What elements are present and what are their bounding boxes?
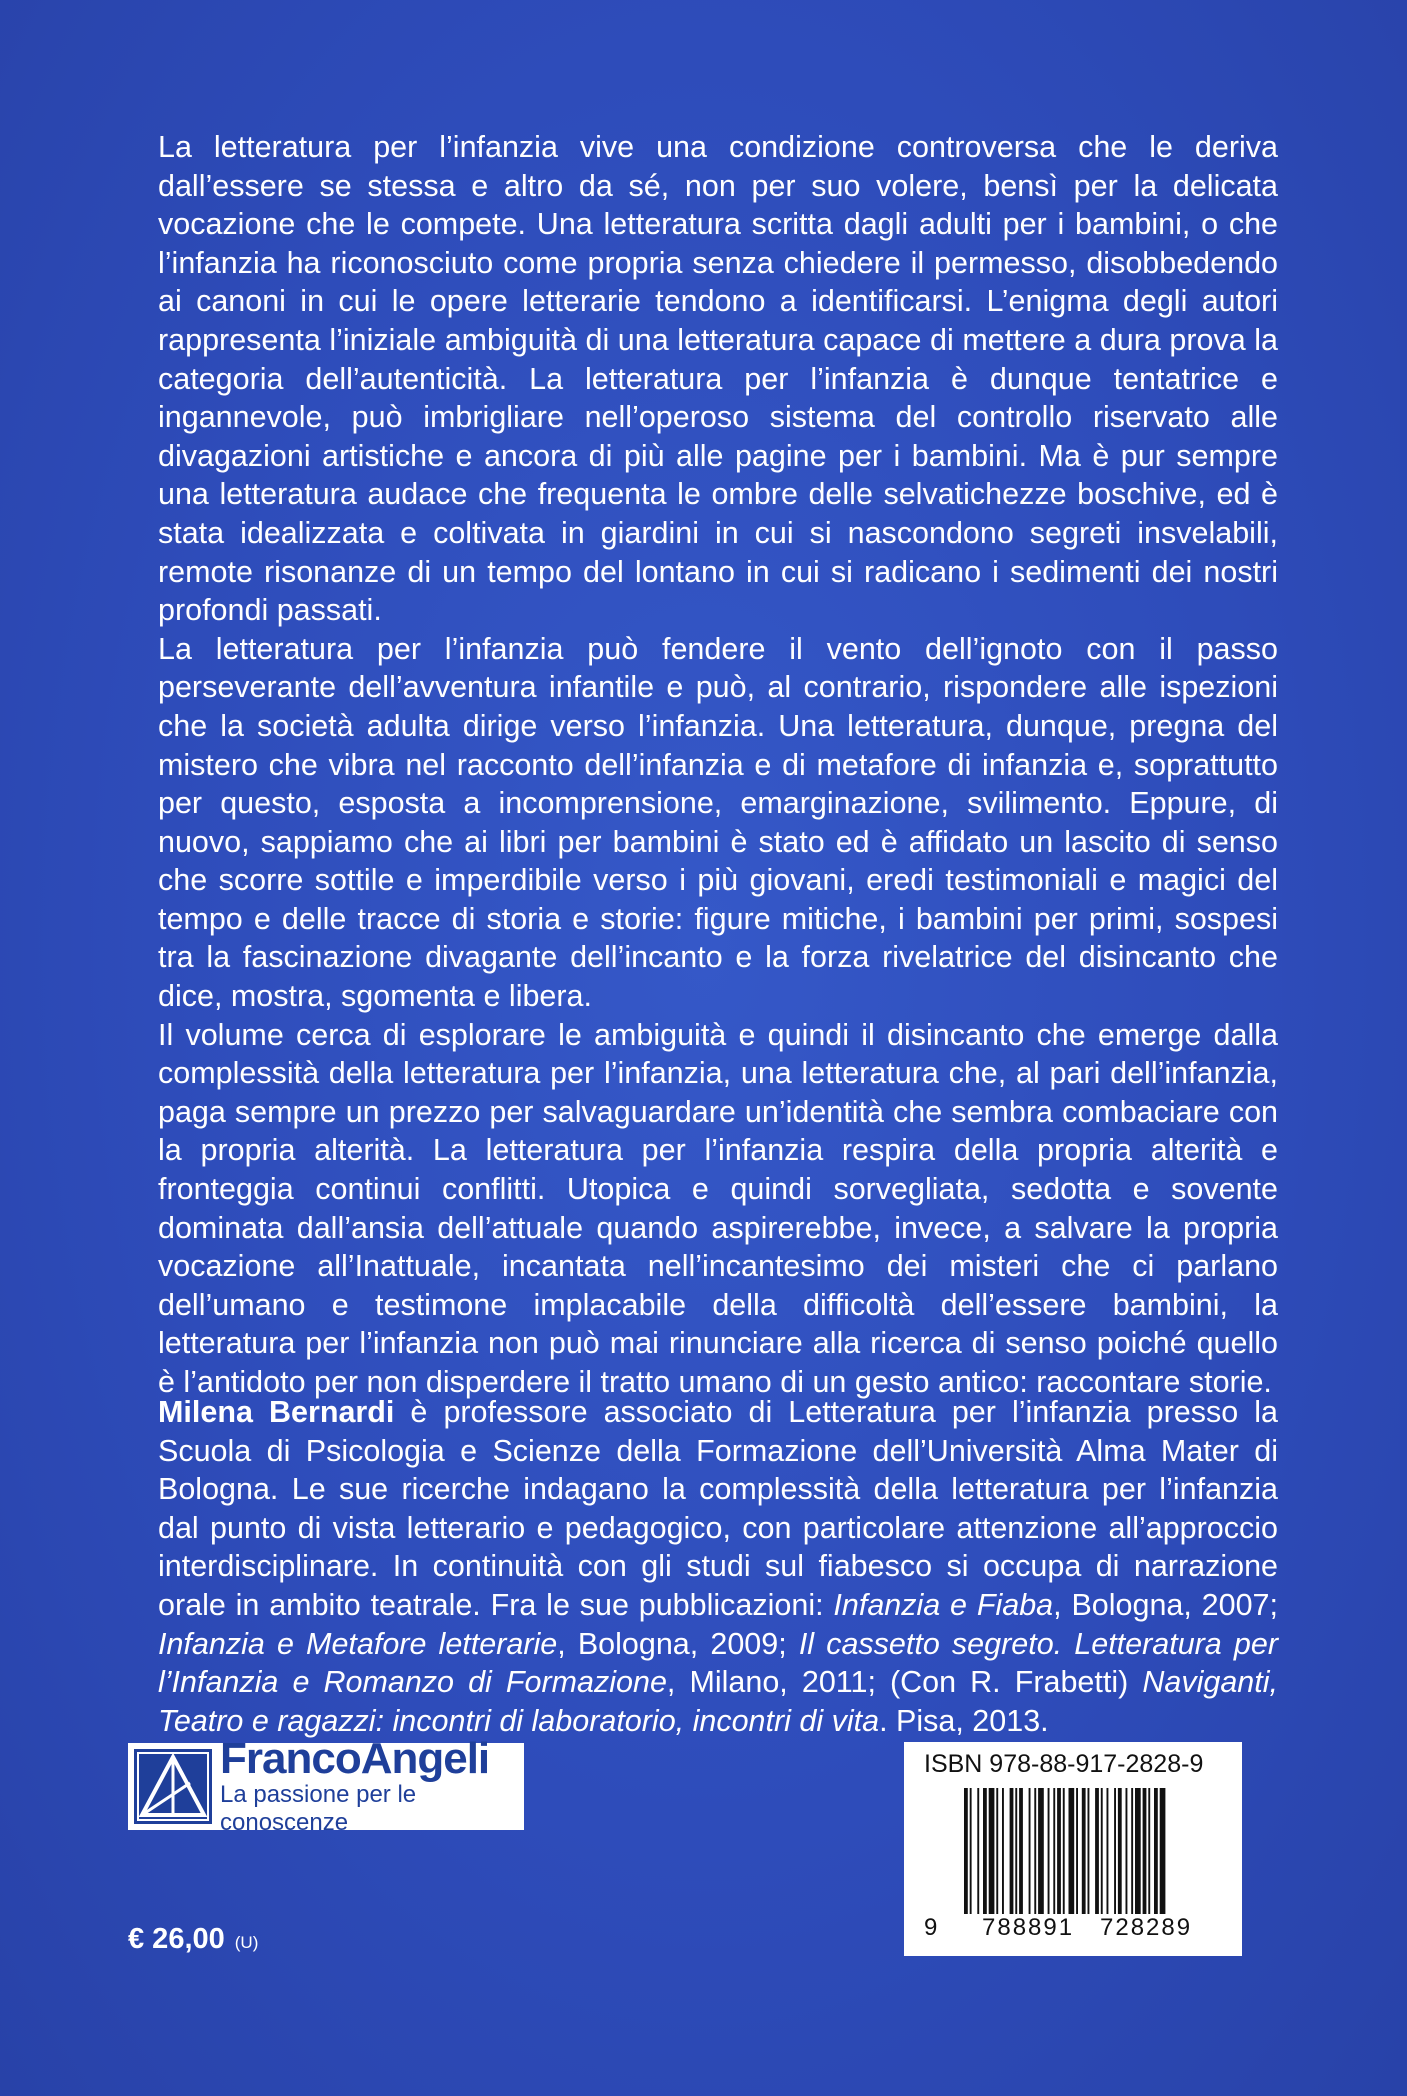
barcode-bar [970,1788,972,1914]
barcode-bar [1160,1788,1166,1914]
barcode-bar [996,1788,998,1914]
barcode-bar [1107,1788,1109,1914]
price-code: (U) [234,1933,259,1952]
barcode-digits-right: 728289 [1100,1914,1193,1941]
publisher-brand: FrancoAngeli [220,1733,490,1783]
barcode-bar [1029,1788,1031,1914]
barcode-bar [1010,1788,1014,1914]
bio-text: , Milano, 2011; (Con R. Frabetti) [666,1665,1143,1700]
author-bio [158,1393,1278,1740]
isbn-barcode-box [904,1742,1242,1956]
barcode-bar [1069,1788,1075,1914]
barcode-bar [1019,1788,1023,1914]
barcode-bar [1015,1788,1017,1914]
barcode-bar [1118,1788,1122,1914]
barcode-bar [989,1788,995,1914]
barcode [964,1788,1214,1928]
publisher-logo [128,1733,524,1836]
bio-text: , Bologna, 2009; [557,1626,799,1661]
barcode-bar [1082,1788,1086,1914]
barcode-bar [1126,1788,1128,1914]
barcode-bar [1148,1788,1150,1914]
back-cover-blurb [158,128,1278,1402]
author-name: Milena Bernardi [158,1395,395,1429]
barcode-bar [1095,1788,1099,1914]
barcode-bar [1034,1788,1036,1914]
bio-text: , Bologna, 2007; [1053,1587,1278,1622]
barcode-bar [1048,1788,1050,1914]
price-amount: € 26,00 [128,1923,225,1955]
barcode-bar [977,1788,979,1914]
publisher-logo-text [218,1733,524,1836]
bio-text: è professore associato di Letteratura per l’infanzia presso la Scuola di Psicologia e Scienze della Formazione dell’Università Alma Mater di Bologna. Le sue ricerche indagano la complessità della letteratura per l’infanzia dal punto di vista letterario e pedagogico, con particolare attenzione all’approccio interdisciplinare. In continuità con gli studi sul fiabesco si occupa di narrazione orale in ambito teatrale. Fra le sue pubblicazioni: [158,1395,1278,1622]
bio-work-title: Infanzia e Metafore letterarie [158,1626,558,1661]
barcode-bar [1002,1788,1004,1914]
author-bio-paragraph [158,1393,1278,1740]
blurb-paragraph-3: Il volume cerca di esplorare le ambiguità e quindi il disincanto che emerge dalla complessità della letteratura per l’infanzia, una letteratura che, al pari dell’infanzia, paga sempre un prezzo per salvaguardare un’identità che sembra combaciare con la propria alterità. La letteratura per l’infanzia respira della propria alterità e fronteggia continui conflitti. Utopica e quindi sorvegliata, sedotta e sovente dominata dall’ansia dell’attuale quando aspirerebbe, invece, a salvare la propria vocazione all’Inattuale, incantata nell’incantesimo dei misteri che ci parlano dell’umano e testimone implacabile della difficoltà dell’essere bambini, la letteratura per l’infanzia non può mai rinunciare alla ricerca di senso poiché quello è l’antidoto per non disperdere il tratto umano di un gesto antico: raccontare storie. [158,1017,1278,1399]
barcode-digits-left: 788891 [982,1914,1075,1941]
price [128,1923,258,1956]
barcode-bar [1057,1788,1061,1914]
barcode-bar [1154,1788,1158,1914]
barcode-bar [1076,1788,1078,1914]
barcode-bar [964,1788,968,1914]
barcode-bar [1101,1788,1103,1914]
barcode-bar [1063,1788,1065,1914]
barcode-bar [1053,1788,1055,1914]
bio-text: . Pisa, 2013. [879,1703,1049,1738]
barcode-bar [1135,1788,1141,1914]
barcode-digit-lead: 9 [924,1914,938,1941]
barcode-bar [1143,1788,1147,1914]
barcode-bar [983,1788,987,1914]
bio-work-title: Il cassetto segreto. Letteratura per l’Infanzia e Romanzo di Formazione [158,1626,1278,1700]
isbn-label: ISBN 978-88-917-2828-9 [924,1750,1204,1778]
bio-work-title: Naviganti, Teatro e ragazzi: incontri di laboratorio, incontri di vita [158,1665,1278,1738]
blurb-paragraph-1: La letteratura per l’infanzia vive una condizione controversa che le deriva dall’essere se stessa e altro da sé, non per suo volere, bensì per la delicata vocazione che le compete. Una letteratura scritta dagli adulti per i bambini, o che l’infanzia ha riconosciuto come propria senza chiedere il permesso, disobbedendo ai canoni in cui le opere letterarie tendono a identificarsi. L’enigma degli autori rappresenta l’iniziale ambiguità di una letteratura capace di mettere a dura prova la categoria dell’autenticità. La letteratura per l’infanzia è dunque tentatrice e ingannevole, può imbrigliare nell’operoso sistema del controllo riservato alle divagazioni artistiche e ancora di più alle pagine per i bambini. Ma è pur sempre una letteratura audace che frequenta le ombre delle selvatichezze boschive, ed è stata idealizzata e coltivata in giardini in cui si nascondono segreti insvelabili, remote risonanze di un tempo del lontano in cui si radicano i sedimenti dei nostri profondi passati. [158,130,1278,628]
barcode-bar [1088,1788,1090,1914]
publisher-tagline: La passione per le conoscenze [220,1780,417,1836]
barcode-bar [1114,1788,1116,1914]
publisher-logo-icon [134,1749,212,1824]
blurb-paragraph-2: La letteratura per l’infanzia può fendere il vento dell’ignoto con il passo perseverante dell’avventura infantile e può, al contrario, rispondere alle ispezioni che la società adulta dirige verso l’infanzia. Una letteratura, dunque, pregna del mistero che vibra nel racconto dell’infanzia e di metafore di infanzia e, soprattutto per questo, esposta a incomprensione, emarginazione, svilimento. Eppure, di nuovo, sappiamo che ai libri per bambini è stato ed è affidato un lascito di senso che scorre sottile e imperdibile verso i più giovani, eredi testimoniali e magici del tempo e delle tracce di storia e storie: figure mitiche, i bambini per primi, sospesi tra la fascinazione divagante dell’incanto e la forza rivelatrice del disincanto che dice, mostra, sgomenta e libera. [158,631,1278,1014]
barcode-bar [1038,1788,1044,1914]
bio-work-title: Infanzia e Fiaba [833,1587,1054,1622]
barcode-bar [1131,1788,1133,1914]
